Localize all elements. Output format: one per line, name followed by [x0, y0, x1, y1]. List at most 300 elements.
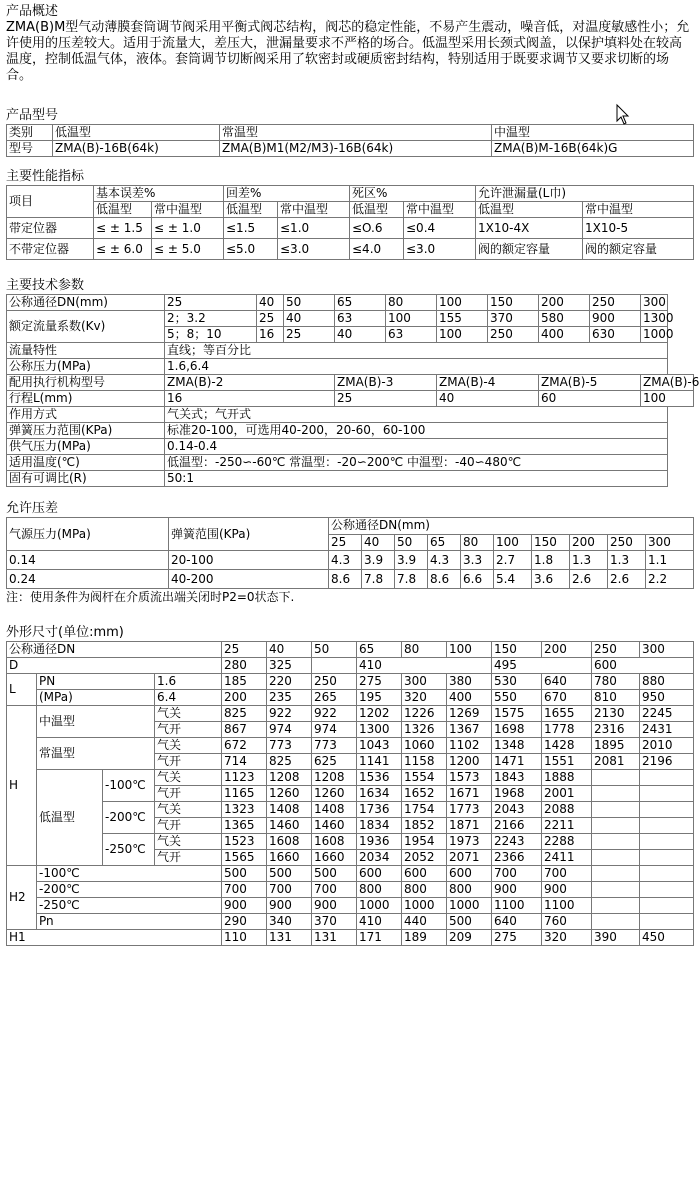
cell [592, 786, 640, 802]
cell: 1698 [492, 722, 542, 738]
cell: 2366 [492, 850, 542, 866]
cell: ≤O.6 [350, 218, 404, 239]
cell: -200℃ [103, 802, 155, 834]
cell: 供气压力(MPa) [7, 439, 165, 455]
cell: 1102 [447, 738, 492, 754]
cell: 不带定位器 [7, 239, 94, 260]
table-row [7, 898, 694, 914]
cell: 500 [447, 914, 492, 930]
cell: 类别 [7, 125, 53, 141]
cell: 50 [312, 642, 357, 658]
cell: 600 [447, 866, 492, 882]
cell: 1852 [402, 818, 447, 834]
cell: 低温型 [224, 202, 278, 218]
cell: 773 [267, 738, 312, 754]
cell: 1608 [312, 834, 357, 850]
cell: 弹簧范围(KPa) [169, 518, 329, 551]
cell: 325 [267, 658, 312, 674]
cell: 常中温型 [152, 202, 224, 218]
cell: 1778 [542, 722, 592, 738]
cell: -200℃ [37, 882, 222, 898]
cell: 300 [640, 642, 694, 658]
cell: 1968 [492, 786, 542, 802]
cell [592, 850, 640, 866]
cell: 185 [222, 674, 267, 690]
performance-title: 主要性能指标 [6, 169, 85, 184]
cell: 25 [165, 295, 257, 311]
cell: H1 [7, 930, 222, 946]
table-row [7, 141, 694, 157]
cell: 63 [335, 311, 386, 327]
cell: 40 [284, 311, 335, 327]
cell: 1736 [357, 802, 402, 818]
table-row [7, 239, 694, 260]
cell: 1660 [267, 850, 312, 866]
cell: 900 [267, 898, 312, 914]
dims-title: 外形尺寸(单位:mm) [6, 625, 124, 640]
models-title: 产品型号 [6, 108, 59, 123]
table-row [7, 295, 694, 311]
cell: 低温型 [350, 202, 404, 218]
cell: 气关 [155, 802, 222, 818]
table-row [7, 311, 694, 327]
cell: 1208 [267, 770, 312, 786]
cell: 320 [402, 690, 447, 706]
cell: 7.8 [395, 570, 428, 589]
cell: 低温型 [53, 125, 220, 141]
cell: 配用执行机构型号 [7, 375, 165, 391]
cell: 公称通径DN [7, 642, 222, 658]
cell: 171 [357, 930, 402, 946]
table-row [7, 518, 694, 535]
table-row [7, 218, 694, 239]
cell: 25 [284, 327, 335, 343]
cell: 1123 [222, 770, 267, 786]
cell: 700 [492, 866, 542, 882]
cell: ZMA(B)-5 [539, 375, 641, 391]
cell: 25 [335, 391, 437, 407]
cell: 80 [461, 534, 494, 551]
cell: 500 [222, 866, 267, 882]
cell: 800 [357, 882, 402, 898]
cell [640, 882, 694, 898]
table-row [7, 914, 694, 930]
cell: D [7, 658, 222, 674]
cell: 1202 [357, 706, 402, 722]
cell: 中温型 [37, 706, 155, 738]
overview-title: 产品概述 [6, 4, 59, 19]
cell: 250 [592, 642, 640, 658]
cell: 1554 [402, 770, 447, 786]
cell: 2130 [592, 706, 640, 722]
cell: 131 [267, 930, 312, 946]
cell: 阀的额定容量 [583, 239, 694, 260]
cell: 974 [312, 722, 357, 738]
pressure-title: 允许压差 [6, 501, 59, 516]
cell: 900 [492, 882, 542, 898]
cell: 131 [312, 930, 357, 946]
cell [640, 898, 694, 914]
cell: ZMA(B)-4 [437, 375, 539, 391]
cell: 1652 [402, 786, 447, 802]
cell: -100℃ [37, 866, 222, 882]
cell: 3.3 [461, 551, 494, 570]
cell: 220 [267, 674, 312, 690]
cell: 900 [542, 882, 592, 898]
cell: 370 [312, 914, 357, 930]
cell: 1200 [447, 754, 492, 770]
table-row [7, 882, 694, 898]
cell: 640 [542, 674, 592, 690]
table-row [7, 423, 694, 439]
cell: 200 [539, 295, 590, 311]
table-row [7, 930, 694, 946]
table-row [7, 439, 694, 455]
cell: 3.9 [362, 551, 395, 570]
table-row [7, 391, 694, 407]
cell: 项目 [7, 186, 94, 218]
cell [640, 770, 694, 786]
cell: 2243 [492, 834, 542, 850]
cell: 1551 [542, 754, 592, 770]
document [6, 4, 699, 946]
cell: 380 [447, 674, 492, 690]
cell: 低温型 [94, 202, 152, 218]
table-row [7, 455, 694, 471]
cell: 280 [222, 658, 267, 674]
cell: 公称通径DN(mm) [7, 295, 165, 311]
cell: 1141 [357, 754, 402, 770]
cell: 允许泄漏量(L巾) [476, 186, 694, 202]
cell: 100 [447, 642, 492, 658]
cell [312, 658, 357, 674]
cell [592, 802, 640, 818]
cell: 常中温型 [278, 202, 350, 218]
cell: 2034 [357, 850, 402, 866]
cell: 40 [437, 391, 539, 407]
cell: 4.3 [428, 551, 461, 570]
cell: 189 [402, 930, 447, 946]
cell: 1300 [357, 722, 402, 738]
cell: 1660 [312, 850, 357, 866]
cell: 65 [335, 295, 386, 311]
cell: 1895 [592, 738, 640, 754]
cell: 209 [447, 930, 492, 946]
cell: 65 [357, 642, 402, 658]
cell: 流量特性 [7, 343, 165, 359]
cell: 670 [542, 690, 592, 706]
cell: 922 [312, 706, 357, 722]
cell: 825 [222, 706, 267, 722]
cell: 1634 [357, 786, 402, 802]
cell: 150 [532, 534, 570, 551]
cell: ZMA(B)M1(M2/M3)-16B(64k) [220, 141, 492, 157]
cell: 1100 [542, 898, 592, 914]
cell: 1871 [447, 818, 492, 834]
cell: PN [37, 674, 155, 690]
cell [640, 850, 694, 866]
cell: 500 [312, 866, 357, 882]
table-row [7, 866, 694, 882]
cell: 1208 [312, 770, 357, 786]
cell [640, 866, 694, 882]
table-row [7, 642, 694, 658]
cell: 1573 [447, 770, 492, 786]
cell [640, 786, 694, 802]
cell: 390 [592, 930, 640, 946]
cell: 1608 [267, 834, 312, 850]
cell: 5.4 [494, 570, 532, 589]
cell: -250℃ [37, 898, 222, 914]
cell: 370 [488, 311, 539, 327]
cell: ZMA(B)M-16B(64k)G [492, 141, 694, 157]
cell: 40 [267, 642, 312, 658]
cell: 2010 [640, 738, 694, 754]
table-row [7, 359, 694, 375]
cell: 700 [312, 882, 357, 898]
table-row [7, 690, 694, 706]
cell: 气开 [155, 850, 222, 866]
cell: 1460 [267, 818, 312, 834]
cell: 495 [492, 658, 592, 674]
cell: 1260 [312, 786, 357, 802]
cell: -250℃ [103, 834, 155, 866]
cell: 80 [402, 642, 447, 658]
cell: 固有可调比(R) [7, 471, 165, 487]
cell: 950 [640, 690, 694, 706]
cell: 3.6 [532, 570, 570, 589]
cell: 中温型 [492, 125, 694, 141]
cell: 672 [222, 738, 267, 754]
cell: 200 [542, 642, 592, 658]
cell: 550 [492, 690, 542, 706]
cell: 500 [267, 866, 312, 882]
cell: 1X10-4X [476, 218, 583, 239]
cell: 2196 [640, 754, 694, 770]
cell: ZMA(B)-6 [641, 375, 694, 391]
cell: 250 [608, 534, 646, 551]
cell: 700 [267, 882, 312, 898]
cell: 600 [357, 866, 402, 882]
mouse-pointer-icon [616, 104, 630, 126]
cell: 40 [362, 534, 395, 551]
cell: L [7, 674, 37, 706]
cell: 440 [402, 914, 447, 930]
pressure-table [6, 517, 694, 589]
performance-table [6, 185, 694, 260]
cell: 275 [492, 930, 542, 946]
cell: 25 [329, 534, 362, 551]
cell: 250 [590, 295, 641, 311]
cell: 50:1 [165, 471, 668, 487]
cell [592, 898, 640, 914]
cell: 200 [570, 534, 608, 551]
cell: 常温型 [220, 125, 492, 141]
cell: H2 [7, 866, 37, 930]
cell: 6.6 [461, 570, 494, 589]
cell: 200 [222, 690, 267, 706]
table-row [7, 738, 694, 754]
cell: 额定流量系数(Kv) [7, 311, 165, 343]
cell: 320 [542, 930, 592, 946]
cell: 825 [267, 754, 312, 770]
cell: 300 [641, 295, 668, 311]
cell: 1000 [447, 898, 492, 914]
cell: Pn [37, 914, 222, 930]
cell: 2211 [542, 818, 592, 834]
cell [640, 818, 694, 834]
cell: 公称通径DN(mm) [329, 518, 694, 535]
cell: 600 [592, 658, 694, 674]
cell: ≤ ± 1.0 [152, 218, 224, 239]
dims-table [6, 641, 694, 946]
cell: ≤0.4 [404, 218, 476, 239]
table-row [7, 570, 694, 589]
cell: 2.6 [608, 570, 646, 589]
cell: 1X10-5 [583, 218, 694, 239]
cell: 2.6 [570, 570, 608, 589]
cell: 1973 [447, 834, 492, 850]
cell: 400 [447, 690, 492, 706]
tech-title: 主要技术参数 [6, 278, 85, 293]
cell: 50 [395, 534, 428, 551]
cell: 气开 [155, 722, 222, 738]
cell: ≤1.0 [278, 218, 350, 239]
cell: 1671 [447, 786, 492, 802]
cell: ZMA(B)-16B(64k) [53, 141, 220, 157]
cell: 1300 [641, 311, 668, 327]
cell: 标准20-100，可选用40-200，20-60，60-100 [165, 423, 668, 439]
cell: ≤ ± 6.0 [94, 239, 152, 260]
cell: 155 [437, 311, 488, 327]
cell: 800 [447, 882, 492, 898]
cell: 900 [590, 311, 641, 327]
cell: 2166 [492, 818, 542, 834]
cell: 1754 [402, 802, 447, 818]
cell: 65 [428, 534, 461, 551]
cell: 2431 [640, 722, 694, 738]
cell: 265 [312, 690, 357, 706]
cell: 1367 [447, 722, 492, 738]
cell [640, 802, 694, 818]
cell: 760 [542, 914, 592, 930]
table-row [7, 770, 694, 786]
cell: 常温型 [37, 738, 155, 770]
cell: 1000 [357, 898, 402, 914]
cell: 2316 [592, 722, 640, 738]
cell: 低温型 [37, 770, 103, 866]
cell: 290 [222, 914, 267, 930]
cell: 1843 [492, 770, 542, 786]
table-row [7, 125, 694, 141]
cell: H [7, 706, 37, 866]
cell: 410 [357, 914, 402, 930]
cell: 16 [257, 327, 284, 343]
cell: 780 [592, 674, 640, 690]
cell: 气关式；气开式 [165, 407, 668, 423]
cell: 530 [492, 674, 542, 690]
cell: 150 [488, 295, 539, 311]
cell: 0.14 [7, 551, 169, 570]
table-row [7, 802, 694, 818]
cell: 20-100 [169, 551, 329, 570]
cell: 常中温型 [583, 202, 694, 218]
cell: 235 [267, 690, 312, 706]
cell [640, 914, 694, 930]
cell: 2071 [447, 850, 492, 866]
cell [592, 866, 640, 882]
cell: 1.6,6.4 [165, 359, 668, 375]
cell: 1000 [402, 898, 447, 914]
cell: 阀的额定容量 [476, 239, 583, 260]
table-row [7, 471, 694, 487]
cell: 1888 [542, 770, 592, 786]
cell: 0.14-0.4 [165, 439, 668, 455]
cell: 1834 [357, 818, 402, 834]
cell: 1100 [492, 898, 542, 914]
cell: 1269 [447, 706, 492, 722]
cell: 100 [437, 327, 488, 343]
cell: ZMA(B)-2 [165, 375, 335, 391]
cell: 公称压力(MPa) [7, 359, 165, 375]
cell: 25 [222, 642, 267, 658]
cell: 气开 [155, 754, 222, 770]
cell: 1536 [357, 770, 402, 786]
table-row [7, 343, 694, 359]
table-row [7, 202, 694, 218]
cell [592, 834, 640, 850]
cell: 300 [402, 674, 447, 690]
cell: 2411 [542, 850, 592, 866]
cell: 410 [357, 658, 492, 674]
cell: 1655 [542, 706, 592, 722]
cell: 600 [402, 866, 447, 882]
cell: 16 [165, 391, 335, 407]
cell: 700 [222, 882, 267, 898]
cell: 行程L(mm) [7, 391, 165, 407]
cell: 0.24 [7, 570, 169, 589]
cell: 7.8 [362, 570, 395, 589]
cell: 1773 [447, 802, 492, 818]
cell: 800 [402, 882, 447, 898]
table-row [7, 834, 694, 850]
cell: 100 [386, 311, 437, 327]
cell: 450 [640, 930, 694, 946]
cell: 气关 [155, 706, 222, 722]
cell: 低温型 [476, 202, 583, 218]
cell: 1365 [222, 818, 267, 834]
overview-text: ZMA(B)M型气动薄膜套筒调节阀采用平衡式阀芯结构，阀芯的稳定性能，不易产生震动，噪音低，对温度敏感性小；允许使用的压差较大。适用于流量大，差压大，泄漏量要求不严格的场合。低温型采用长颈式阀盖，以保护填料处在较高温度，控制低温气体，液体。套筒调节切断阀采用了软密封或硬质密封结构，特别适用于既要求调节又要求切断的场合。 [6, 20, 690, 83]
cell: 弹簧压力范围(KPa) [7, 423, 165, 439]
cell: 1408 [312, 802, 357, 818]
cell: 40 [257, 295, 284, 311]
cell: 80 [386, 295, 437, 311]
cell: ≤ ± 5.0 [152, 239, 224, 260]
cell: 2245 [640, 706, 694, 722]
cell: 基本误差% [94, 186, 224, 202]
cell: -100℃ [103, 770, 155, 802]
cell: 死区% [350, 186, 476, 202]
cell: 250 [312, 674, 357, 690]
cell [592, 770, 640, 786]
cell: 700 [542, 866, 592, 882]
cell: 974 [267, 722, 312, 738]
cell: 195 [357, 690, 402, 706]
cell: 3.9 [395, 551, 428, 570]
cell: 100 [641, 391, 694, 407]
cell: 作用方式 [7, 407, 165, 423]
cell: 50 [284, 295, 335, 311]
